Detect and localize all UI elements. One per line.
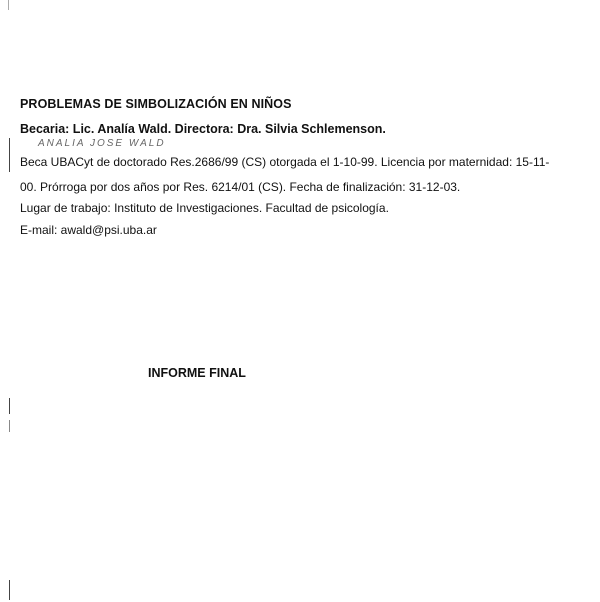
becaria-director-line: Becaria: Lic. Analía Wald. Directora: Dra. Silvia Schlemenson. [20, 122, 386, 136]
email-line: E-mail: awald@psi.uba.ar [20, 223, 157, 237]
workplace-line: Lugar de trabajo: Instituto de Investigaciones. Facultad de psicología. [20, 201, 389, 215]
beca-line-1: Beca UBACyt de doctorado Res.2686/99 (CS) otorgada el 1-10-99. Licencia por maternidad: 15-11- [20, 155, 550, 169]
scan-mark [9, 580, 10, 600]
scan-mark [9, 398, 10, 414]
beca-line-2: 00. Prórroga por dos años por Res. 6214/01 (CS). Fecha de finalización: 31-12-03. [20, 180, 461, 194]
handwritten-signature: ANALIA JOSE WALD [38, 138, 166, 149]
document-title: PROBLEMAS DE SIMBOLIZACIÓN EN NIÑOS [20, 97, 292, 111]
scan-mark [9, 138, 10, 172]
report-heading: INFORME FINAL [148, 366, 246, 380]
scan-mark [8, 0, 9, 10]
scan-mark [9, 420, 10, 432]
